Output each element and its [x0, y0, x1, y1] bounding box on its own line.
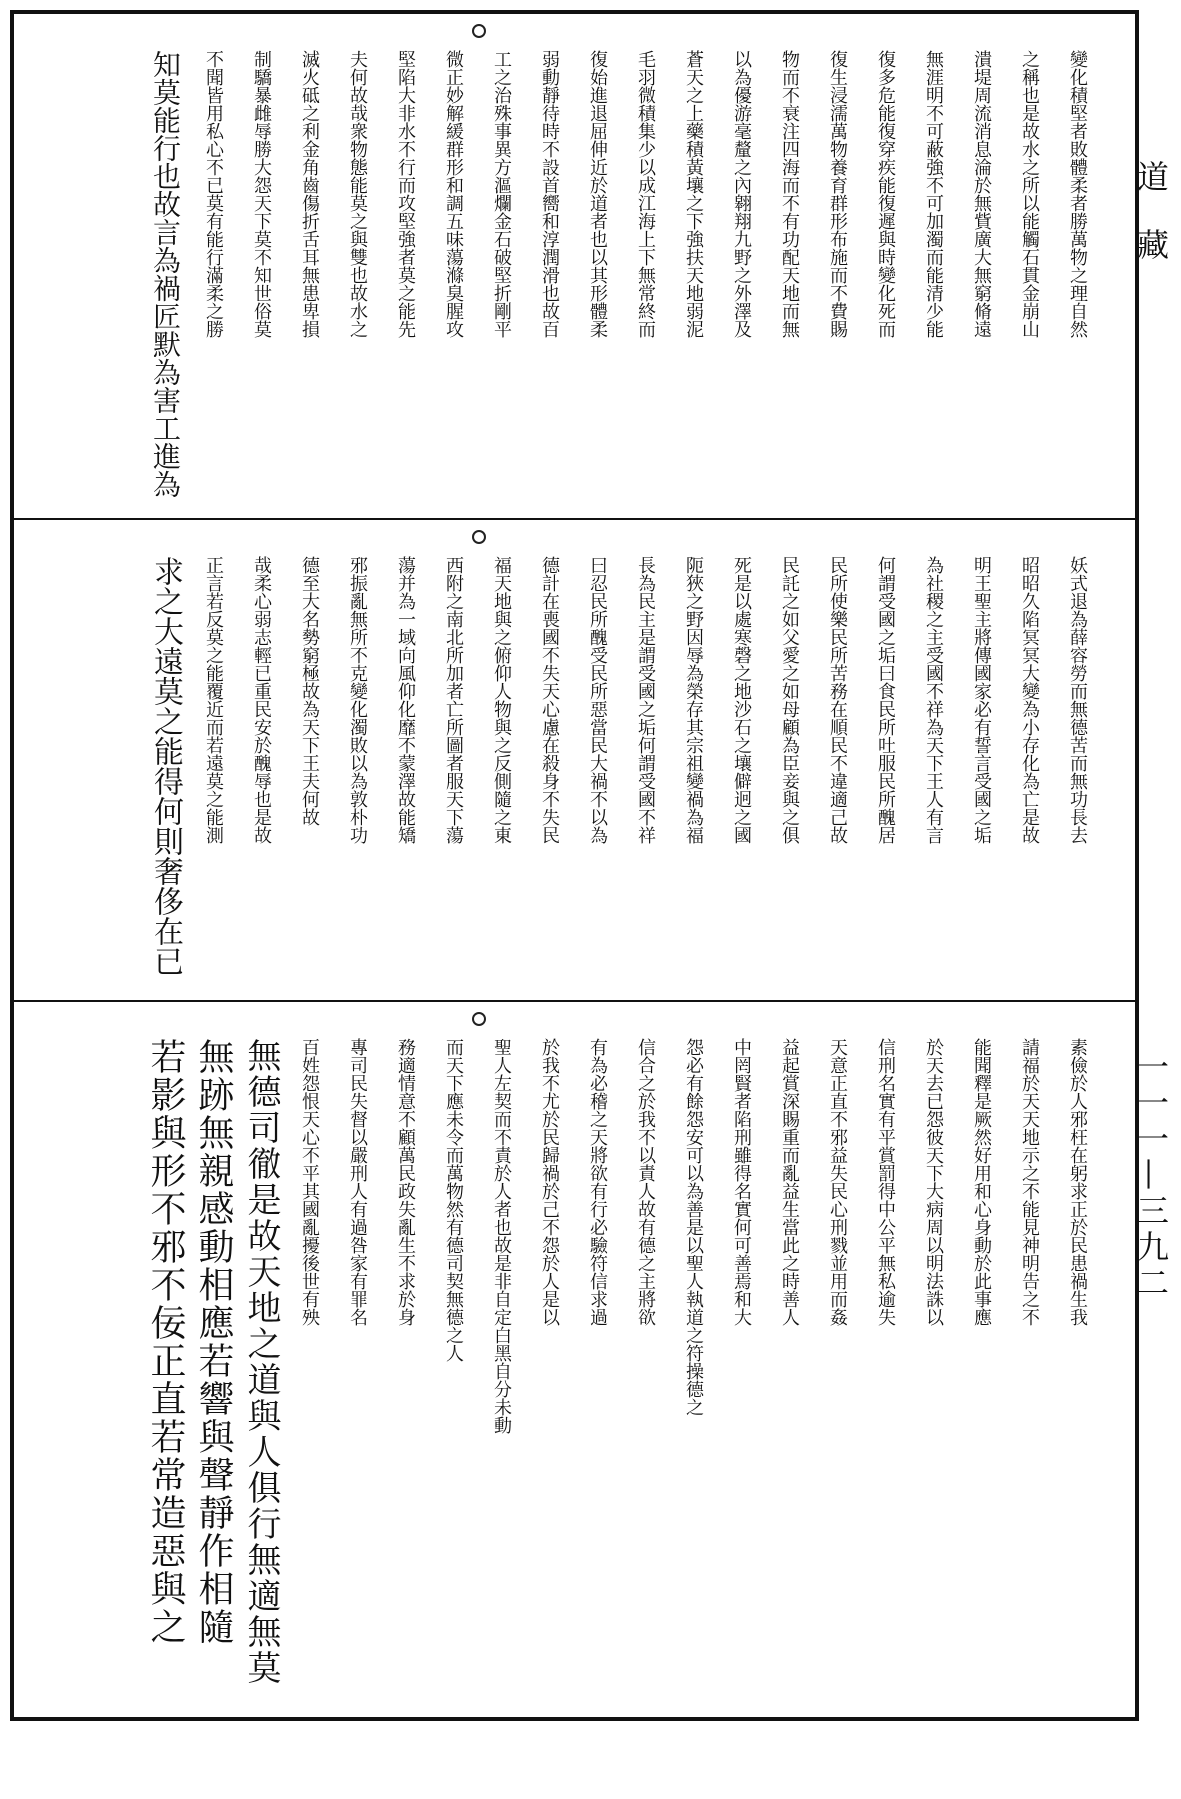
text-column: 復始進退屈伸近於道者也以其形體柔: [587, 50, 608, 338]
text-column: 福天地與之俯仰人物與之反側隨之東: [491, 556, 512, 844]
text-column: 蕩并為一域向風仰化靡不蒙澤故能矯: [395, 556, 416, 844]
text-column: 復多危能復穿疾能復遲與時變化死而: [875, 50, 896, 338]
text-column: 正言若反莫之能覆近而若遠莫之能測: [203, 556, 224, 844]
page-frame: [10, 10, 1139, 1721]
page-number: 一一一—三九二: [1132, 1050, 1170, 1302]
text-column: 能聞釋是厥然好用和心身動於此事應: [971, 1038, 992, 1326]
text-column: 信合之於我不以責人故有德之主將欲: [635, 1038, 656, 1326]
text-column: 變化積堅者敗體柔者勝萬物之理自然: [1067, 50, 1088, 338]
text-column: 民所使樂民所苦務在順民不違適己故: [827, 556, 848, 844]
text-column: 昭昭久陷冥冥大變為小存化為亡是故: [1019, 556, 1040, 844]
text-column: 何謂受國之垢曰食民所吐服民所醜居: [875, 556, 896, 844]
text-column: 潰堤周流消息淪於無貲廣大無窮脩遠: [971, 50, 992, 338]
text-column: 為社稷之主受國不祥為天下王人有言: [923, 556, 944, 844]
text-column: 於我不尤於民歸禍於己不怨於人是以: [539, 1038, 560, 1326]
text-column: 務適情意不顧萬民政失亂生不求於身: [395, 1038, 416, 1326]
text-column: 而天下應未令而萬物然有德司契無德之人: [443, 1038, 464, 1362]
text-column: 知莫能行也故言為禍匠默為害工進為: [149, 50, 182, 498]
text-panel-2: [14, 520, 1135, 1002]
text-column: 無德司徹是故天地之道與人俱行無適無莫: [241, 1038, 281, 1686]
text-column: 滅火砥之利金角齒傷折舌耳無患卑損: [299, 50, 320, 338]
text-column: 蒼天之上藥積黃壤之下強扶天地弱泥: [683, 50, 704, 338]
column-group: [145, 50, 1097, 498]
text-column: 毛羽微積集少以成江海上下無常終而: [635, 50, 656, 338]
text-column: 有為必稽之天將欲有行必驗符信求過: [587, 1038, 608, 1326]
text-column: 百姓怨恨天心不平其國亂擾後世有殃: [299, 1038, 320, 1326]
circle-mark: [472, 1012, 486, 1026]
text-column: 微正妙解緩群形和調五味蕩滌臭腥攻: [443, 50, 464, 338]
text-column: 信刑名實有平賞罰得中公平無私逾失: [875, 1038, 896, 1326]
text-column: 若影與形不邪不佞正直若常造惡與之: [145, 1038, 186, 1646]
collection-title: 道藏: [1132, 160, 1170, 296]
text-column: 之稱也是故水之所以能觸石貫金崩山: [1019, 50, 1040, 338]
text-column: 復生浸濡萬物養育群形布施而不費賜: [827, 50, 848, 338]
text-column: 弱動靜待時不設首嚮和淳潤滑也故百: [539, 50, 560, 338]
text-column: 德至大名勢窮極故為天下王夫何故: [299, 556, 320, 826]
text-column: 以為優游毫釐之內翱翔九野之外澤及: [731, 50, 752, 338]
text-column: 專司民失督以嚴刑人有過咎家有罪名: [347, 1038, 368, 1326]
text-column: 聖人左契而不責於人者也故是非自定白黑自分未動: [491, 1038, 512, 1434]
text-column: 死是以處寒磬之地沙石之壤僻迥之國: [731, 556, 752, 844]
text-column: 於天去已怨彼天下大病周以明法誅以: [923, 1038, 944, 1326]
text-column: 德計在喪國不失天心慮在殺身不失民: [539, 556, 560, 844]
text-column: 益起賞深賜重而亂益生當此之時善人: [779, 1038, 800, 1326]
text-column: 夫何故哉衆物態能莫之與雙也故水之: [347, 50, 368, 338]
text-column: 堅陷大非水不行而攻堅強者莫之能先: [395, 50, 416, 338]
text-column: 無跡無親感動相應若響與聲靜作相隨: [193, 1038, 234, 1646]
text-column: 西附之南北所加者亡所圖者服天下蕩: [443, 556, 464, 844]
text-column: 阨狹之野因辱為榮存其宗祖變禍為福: [683, 556, 704, 844]
text-column: 長為民主是謂受國之垢何謂受國不祥: [635, 556, 656, 844]
text-column: 求之大遠莫之能得何則奢侈在已: [148, 556, 183, 976]
text-column: 不聞皆用私心不已莫有能行滿柔之勝: [203, 50, 224, 338]
text-panel-3: [14, 1002, 1135, 1717]
text-column: 民託之如父愛之如母顧為臣妾與之俱: [779, 556, 800, 844]
circle-mark: [472, 24, 486, 38]
text-column: 怨必有餘怨安可以為善是以聖人執道之符操德之: [683, 1038, 704, 1416]
text-panel-1: [14, 14, 1135, 520]
text-column: 中罔賢者陷刑雖得名實何可善焉和大: [731, 1038, 752, 1326]
text-column: 無涯明不可蔽強不可加濁而能清少能: [923, 50, 944, 338]
circle-mark: [472, 530, 486, 544]
column-group: [145, 556, 1097, 976]
text-column: 制驕暴雌辱勝大怨天下莫不知世俗莫: [251, 50, 272, 338]
text-column: 物而不衰注四海而不有功配天地而無: [779, 50, 800, 338]
column-group: [145, 1038, 1097, 1686]
text-column: 妖式退為薛容勞而無德苦而無功長去: [1067, 556, 1088, 844]
text-column: 素儉於人邪枉在躬求正於民患禍生我: [1067, 1038, 1088, 1326]
text-column: 請福於天天地示之不能見神明告之不: [1019, 1038, 1040, 1326]
text-column: 工之治殊事異方漚爛金石破堅折剛平: [491, 50, 512, 338]
text-column: 天意正直不邪益失民心刑戮並用而姦: [827, 1038, 848, 1326]
text-column: 曰忍民所醜受民所惡當民大禍不以為: [587, 556, 608, 844]
text-column: 明王聖主將傳國家必有誓言受國之垢: [971, 556, 992, 844]
text-column: 哉柔心弱志輕已重民安於醜辱也是故: [251, 556, 272, 844]
text-column: 邪振亂無所不克變化濁敗以為敦朴功: [347, 556, 368, 844]
